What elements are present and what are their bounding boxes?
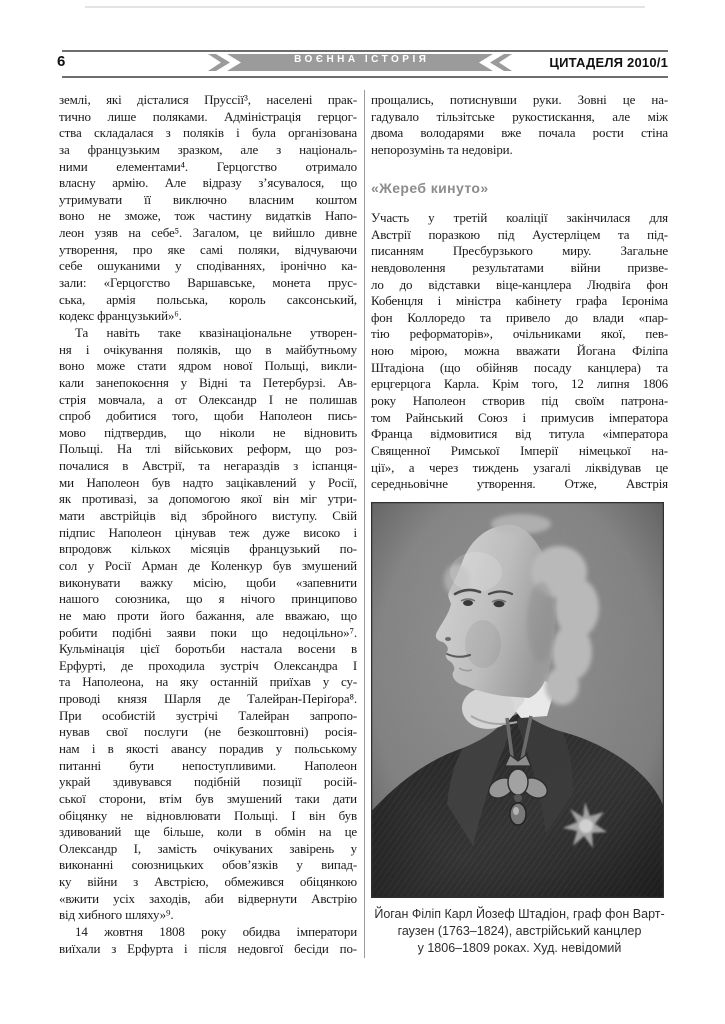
text-line: сол у Росії Арман де Коленкур був змушений	[59, 557, 357, 573]
text-line: нашого союзника, що я нічого принципово	[59, 591, 357, 607]
text-line: Та навіть таке квазінаціональне утворен-	[75, 324, 357, 340]
text-line: двома володарями вже почала рости стіна	[371, 125, 668, 141]
text-line: писанням Пресбурзького миру. Загальне	[371, 243, 668, 259]
text-line: кали занепокоєння у Відні та Петербурзі. Ав-	[59, 374, 357, 390]
text-line: Австрії поразкою під Аустерліцем та під-	[371, 226, 668, 242]
text-line: Польщі. На тлі військових реформ, що роз-	[59, 441, 357, 457]
text-line: виконанні союзницьких обов’язків у випад-	[59, 857, 357, 873]
portrait-caption	[371, 906, 668, 957]
text-line: впродовж кількох місяців французький по-	[59, 541, 357, 557]
text-line: землі, які дісталися Пруссії³, населені прак-	[59, 92, 357, 107]
text-line: украй здивувався подібній позиції росій-	[59, 774, 357, 790]
text-line: виїхали з Ерфурта і після недовгої бесіди по-	[59, 940, 357, 956]
text-line: ною мірою, можна вважати Йогана Філіпа	[371, 343, 668, 359]
caption-line: гаузен (1763–1824), австрійський канцлер	[397, 924, 642, 938]
text-line: стрія мовчала, а от Олександр І не полишав	[59, 391, 357, 407]
right-column-intro	[371, 92, 668, 159]
portrait-image	[371, 502, 664, 898]
text-line: власну армію. Але відразу з’ясувалося, що	[59, 175, 357, 191]
text-line: том Райнський Союз і примусив імператора	[371, 409, 668, 425]
text-line: гадувало тільзітське рукостискання, але між	[371, 108, 668, 124]
header-rule-bottom	[62, 76, 668, 78]
text-line: ми Наполеон був надто зацікавлений у Росії,	[59, 474, 357, 490]
text-line: ня і очікування поляків, що в майбутньому	[59, 341, 357, 357]
text-line: фон Коллоредо та привело до влади «пар-	[371, 309, 668, 325]
header-rule-top	[62, 50, 668, 52]
text-line: робити подібні заяви поки що недоцільно»⁷.	[59, 624, 357, 640]
text-line: Участь у третій коаліції закінчилася для	[371, 210, 668, 225]
text-line: не маю проти його бажання, але вважаю, що	[59, 607, 357, 623]
right-column-body	[371, 210, 668, 493]
text-line: тію реформаторів», очільниками якої, пев-	[371, 326, 668, 342]
text-line: та Наполеона, на яку останній приїхав у су-	[59, 674, 357, 690]
text-line: середньовічне утворення. Отже, Австрія	[371, 476, 668, 492]
text-line: почалися в Австрії, та негараздів з іспанця-	[59, 458, 357, 474]
text-line: Олександр І, замість очікуваних завірень у	[59, 840, 357, 856]
text-line: Кульмінація цієї боротьби настала восени в	[59, 641, 357, 657]
text-line: зали: «Герцогство Варшавське, монета прус-	[59, 275, 357, 291]
text-line: як противазі, за допомогою якої він міг утри-	[59, 491, 357, 507]
text-line: ними елементами⁴. Герцогство отримало	[59, 158, 357, 174]
text-line: нував свої послуги (не безкоштовні) росія-	[59, 724, 357, 740]
text-line: ку війни з Австрією, обмежився обіцянкою	[59, 874, 357, 890]
left-text-column	[59, 92, 357, 957]
text-line: року Наполеон створив під своїм патрона-	[371, 393, 668, 409]
text-line: Штадіона (що обійняв посаду канцлера) та	[371, 359, 668, 375]
text-line: Франца відмовитися від титула «імператора	[371, 426, 668, 442]
text-line: утворення, про яке самі поляки, відчуваючи	[59, 241, 357, 257]
text-line: невдоволення результатами війни призве-	[371, 259, 668, 275]
text-line: тично лише поляками. Адміністрація герцог-	[59, 108, 357, 124]
text-line: виконувати важку місію, щоби «запевнити	[59, 574, 357, 590]
text-line: себе ошуканими у сподіваннях, іронічно ка-	[59, 258, 357, 274]
text-line: від хибного шляху»⁹.	[59, 907, 174, 923]
page-number: 6	[57, 53, 66, 70]
text-line: проводі князя Шарля де Талейран-Періґора⁸.	[59, 691, 357, 707]
right-text-column	[371, 92, 668, 972]
page-edge-shadow	[85, 6, 645, 8]
text-line: мати австрійців від збройного виступу. Свій	[59, 508, 357, 524]
text-line: непорозумінь та недовіри.	[371, 141, 513, 157]
text-line: ло до відставки віце-канцлера Людвіґа фон	[371, 276, 668, 292]
column-divider	[364, 90, 365, 958]
text-line: ської сторони, втім був змушений таки дати	[59, 790, 357, 806]
text-line: воно не зможе, тож частину видатків Напо-	[59, 208, 357, 224]
text-line: прощались, потиснувши руки. Зовні це на-	[371, 92, 668, 107]
section-subheading: «Жереб кинуто»	[371, 180, 489, 196]
text-line: нам і в якості авансу порадив у польському	[59, 740, 357, 756]
text-line: ства складалася з поляків і була організована	[59, 125, 357, 141]
text-line: мово підтвердив, що ніколи не відновить	[59, 424, 357, 440]
text-line: ерцгерцога Карла. Крім того, 12 липня 1806	[371, 376, 668, 392]
text-line: Священної Римської Імперії німецької на-	[371, 442, 668, 458]
caption-line: у 1806–1809 роках. Худ. невідомий	[417, 941, 622, 955]
section-banner-title: ВОЄННА ІСТОРІЯ	[294, 54, 430, 65]
text-line: «вжити усіх заходів, аби відвернути Австрію	[59, 890, 357, 906]
text-line: воно може стати ядром нової Польщі, викли-	[59, 358, 357, 374]
text-line: 14 жовтня 1808 року обидва імператори	[75, 924, 357, 940]
text-line: Ерфурті, де проходила зустріч Олександра І	[59, 657, 357, 673]
text-line: підпис Наполеон цінував теж дуже високо і	[59, 524, 357, 540]
text-line: При особистій зустрічі Талейран запропо-	[59, 707, 357, 723]
text-line: ська, армія польська, король саксонський,	[59, 291, 357, 307]
text-line: кодекс французький»⁶.	[59, 308, 182, 324]
text-line: здивований ще більше, коли в обмін на це	[59, 824, 357, 840]
text-line: спроб добитися того, щоби Наполеон пись-	[59, 408, 357, 424]
text-line: утримувати її виключно власним коштом	[59, 191, 357, 207]
text-line: ції», а через тиждень узагалі ліквідував це	[371, 459, 668, 475]
text-line: питанні бути непоступливими. Наполеон	[59, 757, 357, 773]
text-line: за французьким зразком, але з національ-	[59, 141, 357, 157]
text-line: леон узяв на себе⁵. Загалом, це вийшло дивне	[59, 225, 357, 241]
text-line: обіцянку не відновлювати Польщі. І він був	[59, 807, 357, 823]
issue-label: ЦИТАДЕЛЯ 2010/1	[549, 55, 668, 70]
text-line: Кобенцля і міністра кабінету графа Ієроніма	[371, 293, 668, 309]
caption-line: Йоган Філіп Карл Йозеф Штадіон, граф фон Варт-	[374, 907, 665, 921]
